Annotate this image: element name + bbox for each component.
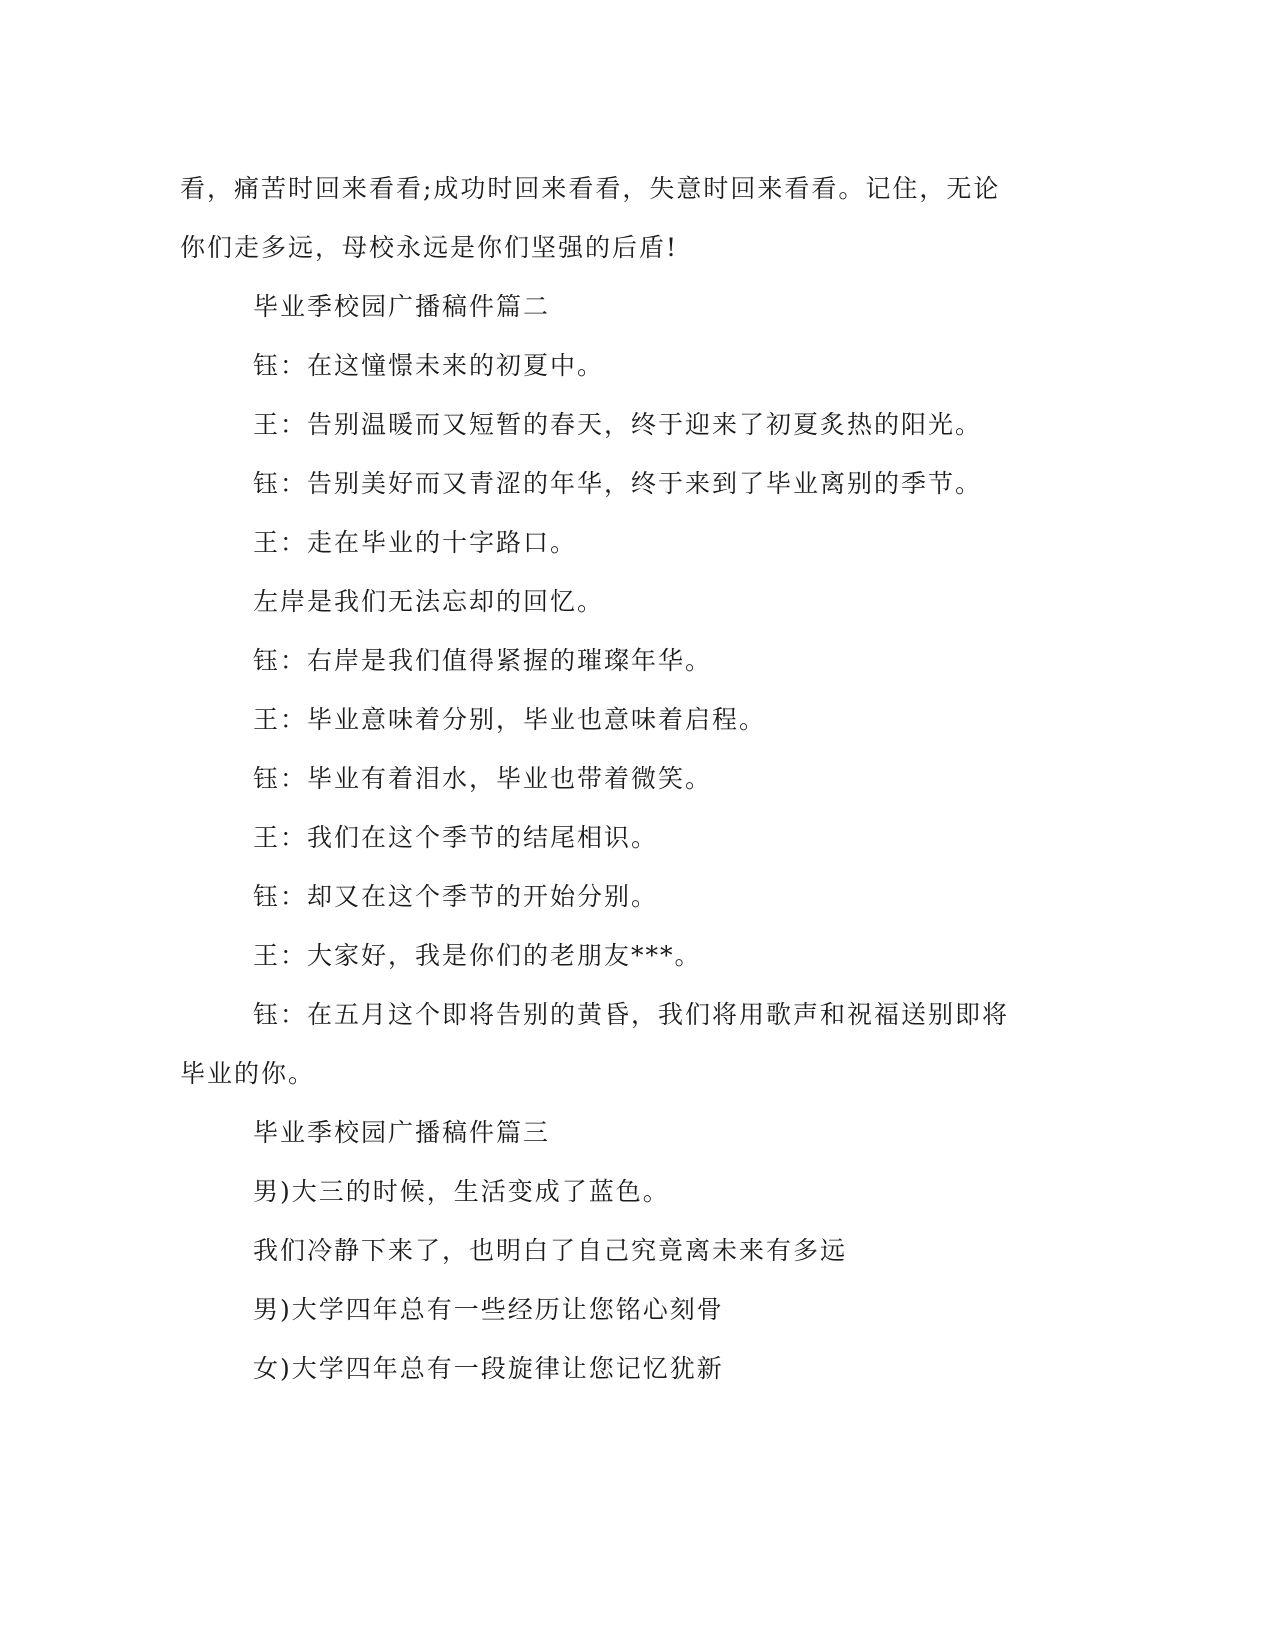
dialogue-line: 钰：却又在这个季节的开始分别。	[253, 882, 659, 911]
dialogue-line: 王：我们在这个季节的结尾相识。	[253, 823, 659, 852]
dialogue-line: 王：毕业意味着分别，毕业也意味着启程。	[253, 705, 767, 734]
dialogue-line: 我们冷静下来了，也明白了自己究竟离未来有多远	[253, 1236, 848, 1265]
section-heading: 毕业季校园广播稿件篇二	[253, 292, 551, 321]
section-heading: 毕业季校园广播稿件篇三	[253, 1118, 551, 1147]
dialogue-line: 女)大学四年总有一段旋律让您记忆犹新	[253, 1354, 724, 1383]
dialogue-line: 王：大家好，我是你们的老朋友***。	[253, 941, 702, 970]
dialogue-line: 王：告别温暖而又短暂的春天，终于迎来了初夏炙热的阳光。	[253, 410, 983, 439]
dialogue-line: 钰：在五月这个即将告别的黄昏，我们将用歌声和祝福送别即将	[253, 1000, 1010, 1029]
dialogue-line: 钰：在这憧憬未来的初夏中。	[253, 351, 605, 380]
dialogue-line: 左岸是我们无法忘却的回忆。	[253, 587, 605, 616]
dialogue-line: 钰：毕业有着泪水，毕业也带着微笑。	[253, 764, 713, 793]
document-body	[180, 159, 1040, 1398]
paragraph-line: 看，痛苦时回来看看;成功时回来看看，失意时回来看看。记住，无论	[180, 174, 1001, 203]
dialogue-line: 男)大学四年总有一些经历让您铭心刻骨	[253, 1295, 724, 1324]
dialogue-line: 男)大三的时候，生活变成了蓝色。	[253, 1177, 670, 1206]
dialogue-line: 钰：告别美好而又青涩的年华，终于来到了毕业离别的季节。	[253, 469, 983, 498]
paragraph-line: 你们走多远，母校永远是你们坚强的后盾!	[180, 233, 679, 262]
dialogue-line: 钰：右岸是我们值得紧握的璀璨年华。	[253, 646, 713, 675]
dialogue-line: 王：走在毕业的十字路口。	[253, 528, 578, 557]
dialogue-line-continuation: 毕业的你。	[180, 1059, 316, 1088]
